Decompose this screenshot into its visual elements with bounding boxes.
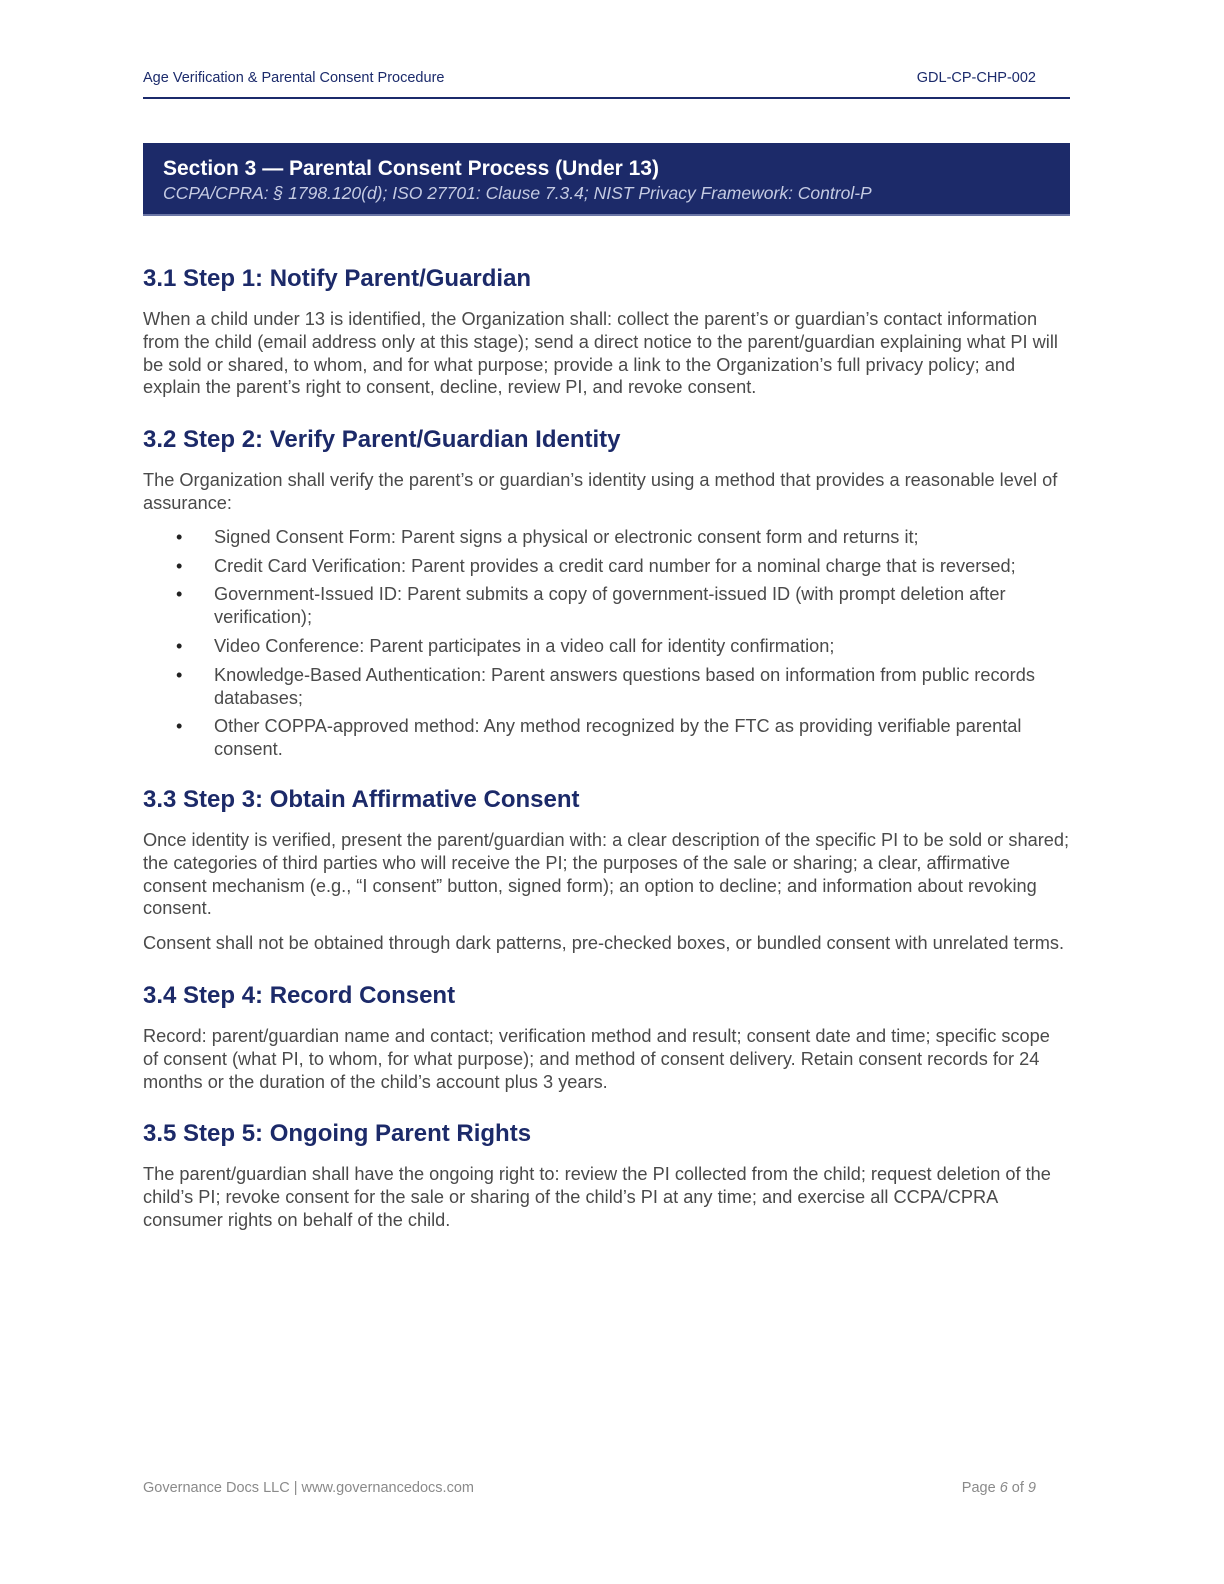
section-3-4 <box>143 979 1070 1093</box>
document-id: GDL-CP-CHP-002 <box>916 70 1036 86</box>
section-title: Section 3 — Parental Consent Process (Under 13) <box>163 157 659 180</box>
section-banner <box>143 143 1070 216</box>
list-item <box>143 583 1070 629</box>
bullet-icon: • <box>176 716 183 737</box>
page-number <box>962 1480 1070 1496</box>
page-header <box>143 70 1070 99</box>
section-3-2 <box>143 423 1070 761</box>
section-heading: 3.1 Step 1: Notify Parent/Guardian <box>143 265 532 292</box>
paragraph: Once identity is verified, present the parent/guardian with: a clear description of the specific PI to be sold or shared; the categories of third parties who will receive the PI; the purposes of the sale or sharing; a clear, affirmative consent mechanism (e.g., “I consent” button, signed form); an option to decline; and information about revoking consent. <box>143 829 1070 919</box>
list-item-text: Other COPPA-approved method: Any method recognized by the FTC as providing verifiable parental consent. <box>214 716 1022 760</box>
section-heading: 3.5 Step 5: Ongoing Parent Rights <box>143 1120 532 1148</box>
paragraph: Record: parent/guardian name and contact; verification method and result; consent date and time; specific scope of consent (what PI, to whom, for what purpose); and method of consent delivery. Retain consent records for 24 months or the duration of the child’s account plus 3 years. <box>143 1025 1050 1092</box>
page-current: 6 <box>999 1480 1008 1496</box>
section-3-3 <box>143 783 1070 955</box>
page-of: of <box>1011 1480 1024 1496</box>
list-item <box>143 715 1070 761</box>
list-item-text: Government-Issued ID: Parent submits a copy of government-issued ID (with prompt deletion after verification); <box>214 584 1006 628</box>
section-heading: 3.2 Step 2: Verify Parent/Guardian Identity <box>143 426 621 454</box>
bullet-icon: • <box>176 635 183 656</box>
paragraph: The parent/guardian shall have the ongoing right to: review the PI collected from the child; request deletion of the child’s PI; revoke consent for the sale or sharing of the child’s PI at any time; and exercise all CCPA/CPRA consumer rights on behalf of the child. <box>143 1164 1051 1230</box>
section-3-1 <box>143 262 1070 399</box>
paragraph: When a child under 13 is identified, the Organization shall: collect the parent’s or guardian’s contact information from the child (email address only at this stage); send a direct notice to the parent/guardian explaining what PI will be sold or shared, to whom, and for what purpose; provide a link to the Organization’s full privacy policy; and explain the parent’s right to consent, decline, review PI, and revoke consent. <box>143 309 1058 398</box>
section-references: CCPA/CPRA: § 1798.120(d); ISO 27701: Clause 7.3.4; NIST Privacy Framework: Control-P <box>163 183 872 203</box>
bullet-icon: • <box>176 555 183 576</box>
document-body <box>143 262 1070 1256</box>
list-item <box>143 526 1070 549</box>
list-item <box>143 555 1070 578</box>
page-footer <box>143 1480 1070 1496</box>
section-heading: 3.4 Step 4: Record Consent <box>143 981 456 1009</box>
list-item-text: Knowledge-Based Authentication: Parent answers questions based on information from public records databases; <box>214 664 1035 708</box>
bullet-icon: • <box>176 584 183 605</box>
bullet-icon: • <box>176 664 183 685</box>
list-item-text: Video Conference: Parent participates in a video call for identity confirmation; <box>214 635 835 656</box>
section-3-5 <box>143 1117 1070 1231</box>
list-item <box>143 664 1070 710</box>
page-label: Page <box>961 1480 996 1496</box>
list-item-text: Credit Card Verification: Parent provides a credit card number for a nominal charge that is reversed; <box>214 555 1016 576</box>
document-title: Age Verification & Parental Consent Procedure <box>143 70 445 86</box>
verification-methods-list <box>143 526 1070 761</box>
list-item <box>143 635 1070 658</box>
paragraph: Consent shall not be obtained through dark patterns, pre-checked boxes, or bundled consent with unrelated terms. <box>143 933 1065 954</box>
footer-company: Governance Docs LLC | www.governancedocs.com <box>143 1480 474 1496</box>
page-total: 9 <box>1027 1480 1036 1496</box>
list-item-text: Signed Consent Form: Parent signs a physical or electronic consent form and returns it; <box>214 526 919 547</box>
section-heading: 3.3 Step 3: Obtain Affirmative Consent <box>143 785 580 813</box>
bullet-icon: • <box>176 526 183 547</box>
paragraph: The Organization shall verify the parent’s or guardian’s identity using a method that provides a reasonable level of assurance: <box>143 470 1058 513</box>
